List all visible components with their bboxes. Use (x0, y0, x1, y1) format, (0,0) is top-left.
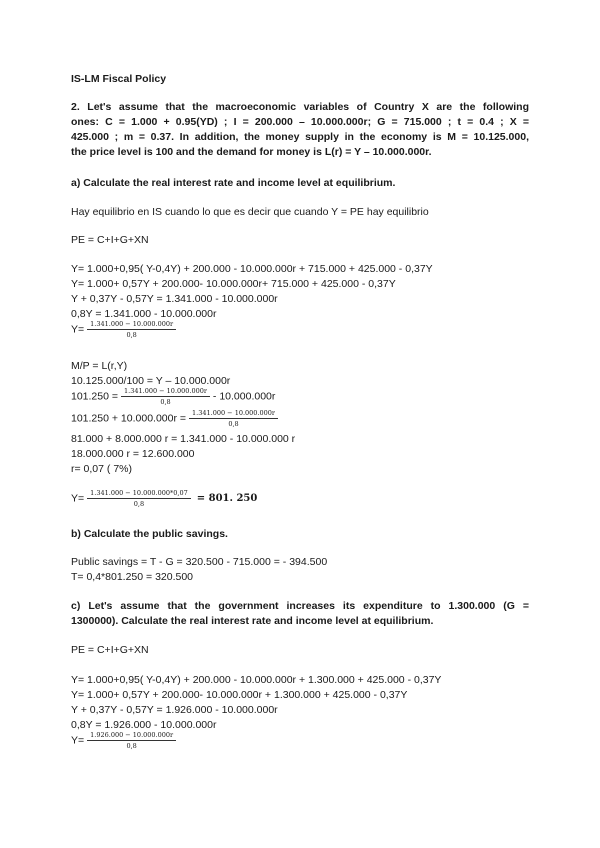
part-a-lm-step-4: 101.250 + 10.000.000r = $\frac{1.341.000 - 10.000.000r}{0,8}$ (71, 409, 278, 428)
part-a-is-step-3: Y + 0,37Y - 0,57Y = 1.341.000 - 10.000.000r (71, 293, 278, 305)
part-c-pe-equation: PE = C+I+G+XN (71, 644, 149, 656)
problem-statement-line-3: 425.000 ; m = 0.37. In addition, the money supply in the economy is M = 10.125.000, (71, 131, 529, 143)
part-b-heading: b) Calculate the public savings. (71, 528, 228, 540)
part-a-is-curve-fraction: Y= $\frac{1.341.000 - 10.000.000r}{0,8}$ (71, 320, 176, 339)
part-c-is-step-1: Y= 1.000+0,95( Y-0,4Y) + 200.000 - 10.000.000r + 1.300.000 + 425.000 - 0,37Y (71, 674, 442, 686)
part-a-is-step-1: Y= 1.000+0,95( Y-0,4Y) + 200.000 - 10.000.000r + 715.000 + 425.000 - 0,37Y (71, 263, 433, 275)
part-a-pe-equation: PE = C+I+G+XN (71, 234, 149, 246)
part-a-interest-rate: r= 0,07 ( 7%) (71, 463, 132, 475)
part-a-heading: a) Calculate the real interest rate and income level at equilibrium. (71, 177, 396, 189)
part-c-is-step-2: Y= 1.000+ 0,57Y + 200.000- 10.000.000r + 1.300.000 + 425.000 - 0,37Y (71, 689, 408, 701)
problem-statement-line-1: 2. Let's assume that the macroeconomic variables of Country X are the following (71, 101, 529, 113)
part-a-is-step-4: 0,8Y = 1.341.000 - 10.000.000r (71, 308, 217, 320)
part-c-is-step-3: Y + 0,37Y - 0,57Y = 1.926.000 - 10.000.000r (71, 704, 278, 716)
part-b-tax-revenue: T= 0,4*801.250 = 320.500 (71, 571, 194, 583)
part-a-lm-step-1: M/P = L(r,Y) (71, 360, 128, 372)
part-c-is-curve-fraction: Y= $\frac{1.926.000 - 10.000.000r}{0,8}$ (71, 731, 176, 750)
part-b-public-savings: Public savings = T - G = 320.500 - 715.000 = - 394.500 (71, 556, 328, 568)
part-a-intro: Hay equilibrio en IS cuando lo que es decir que cuando Y = PE hay equilibrio (71, 206, 429, 218)
part-a-lm-step-3: 101.250 = $\frac{1.341.000 - 10.000.000r}{0,8}$ - 10.000.000r (71, 387, 276, 406)
document-title: IS-LM Fiscal Policy (71, 73, 167, 85)
part-c-heading-line-1: c) Let's assume that the government increases its expenditure to 1.300.000 (G = (71, 600, 529, 612)
part-a-lm-step-2: 10.125.000/100 = Y – 10.000.000r (71, 375, 231, 387)
part-a-income-result: Y= $\frac{1.341.000 - 10.000.000*0,07}{0,8}$ = 801. 250 (71, 489, 258, 508)
problem-statement-line-4: the price level is 100 and the demand for money is L(r) = Y – 10.000.000r. (71, 146, 432, 158)
part-c-heading-line-2: 1300000). Calculate the real interest rate and income level at equilibrium. (71, 615, 434, 627)
part-a-lm-step-5: 81.000 + 8.000.000 r = 1.341.000 - 10.000.000 r (71, 433, 296, 445)
problem-statement-line-2: ones: C = 1.000 + 0.95(YD) ; I = 200.000 – 10.000.000r; G = 715.000 ; t = 0.4 ; X = (71, 116, 529, 128)
part-a-lm-step-6: 18.000.000 r = 12.600.000 (71, 448, 195, 460)
part-a-is-step-2: Y= 1.000+ 0,57Y + 200.000- 10.000.000r+ 715.000 + 425.000 - 0,37Y (71, 278, 396, 290)
part-c-is-step-4: 0,8Y = 1.926.000 - 10.000.000r (71, 719, 217, 731)
